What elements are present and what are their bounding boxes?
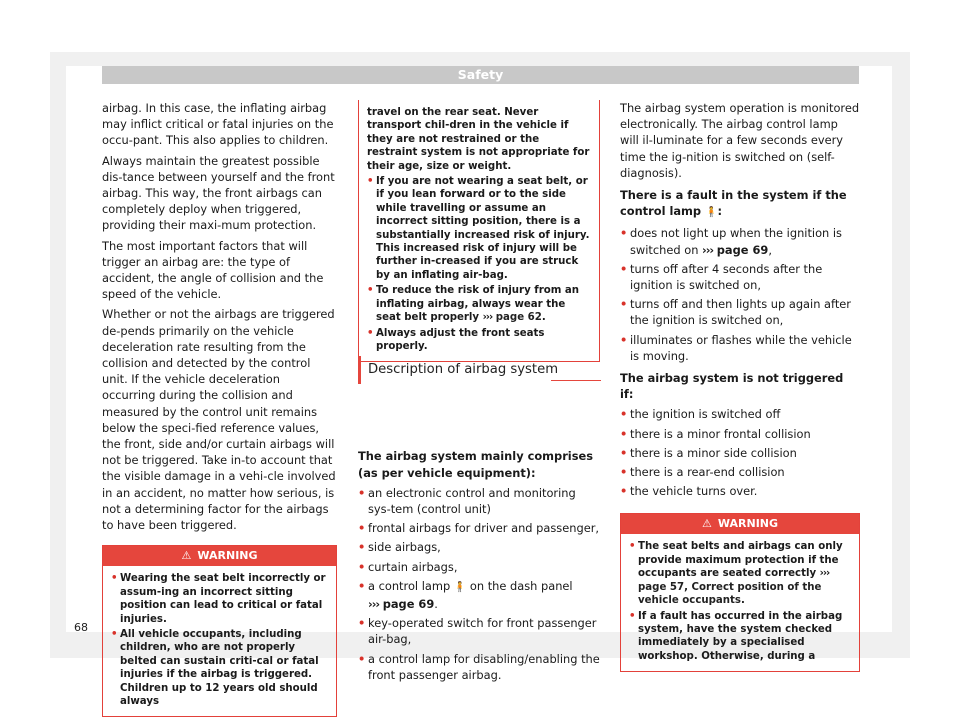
paragraph: Always maintain the greatest possible dis-tance between yourself and the front airbag. This way, the front airbags can completely deploy when triggered, providing their maxi-mum protection. (102, 153, 335, 233)
intro-text: The airbag system mainly comprises (as per vehicle equipment): (358, 449, 593, 480)
list-item: • frontal airbags for driver and passenger, (358, 520, 600, 536)
list-item: • a control lamp for disabling/enabling the front passenger airbag. (358, 651, 600, 683)
warning-item: • All vehicle occupants, including children, who are not properly belted can sustain criti-cal or fatal injuries if the airbag is triggered. Children up to 12 years old should always (111, 628, 328, 708)
list-item: • the ignition is switched off (620, 406, 860, 422)
list-item: • illuminates or flashes while the vehicle is moving. (620, 332, 860, 364)
ref-arrow: ››› (702, 242, 714, 257)
page-ref-link[interactable]: page 69 (716, 242, 769, 257)
page-ref-link[interactable]: page 62 (495, 312, 542, 324)
paragraph: The airbag system operation is monitored electronically. The airbag control lamp will il-luminate for a few seconds every time the ig-nition is switched on (self-diagnosis). (620, 101, 860, 180)
not-triggered-heading: The airbag system is not triggered if: (620, 371, 844, 402)
paragraph: The most important factors that will trigger an airbag are: the type of accident, the angle of collision and the speed of the vehicle. (102, 238, 324, 302)
warning-item: • To reduce the risk of injury from an inflating airbag, always wear the seat belt properly ››› page 62. (367, 284, 591, 324)
warning-title: WARNING (197, 549, 258, 563)
warning-item: • If a fault has occurred in the airbag system, have the system checked immediately by a specialised workshop. Otherwise, during a (629, 610, 851, 664)
airbag-lamp-icon: 🧍 (453, 581, 467, 593)
page-header: Safety (102, 66, 859, 84)
airbag-lamp-icon: 🧍 (705, 207, 718, 219)
section-title: Description of airbag system (368, 362, 559, 377)
ref-arrow: ››› (482, 312, 493, 324)
warning-box (620, 513, 860, 672)
fault-heading: There is a fault in the system if the control lamp 🧍: (620, 187, 860, 221)
ref-arrow: ››› (819, 568, 830, 580)
paragraph: airbag. In this case, the inflating airbag may inflict critical or fatal injuries on the occu-pant. This also applies to children. (102, 101, 334, 148)
warning-triangle-icon: ⚠ (701, 517, 712, 531)
page-ref-link[interactable]: page 57, Correct position of the vehicle occupants (638, 581, 822, 607)
column-2 (358, 100, 600, 686)
warning-item: • If you are not wearing a seat belt, or if you lean forward or to the side while travelling or assume an incorrect sitting position, there is a substantially increased risk of injury. This increased risk of injury will be further in-creased if you are struck by an inflating air-bag. (367, 175, 591, 282)
warning-title: WARNING (717, 517, 779, 531)
warning-triangle-icon: ⚠ (181, 549, 192, 563)
warning-item: • Wearing the seat belt incorrectly or assum-ing an incorrect sitting position can lead to critical or fatal injuries. (111, 572, 328, 626)
list-item: • curtain airbags, (358, 559, 600, 575)
warning-box-continued (358, 100, 600, 362)
warning-item: • Always adjust the front seats properly. (367, 327, 591, 354)
list-item: • there is a minor side collision (620, 445, 860, 461)
page-number: 68 (74, 621, 88, 634)
page-ref-link[interactable]: page 69 (382, 596, 435, 611)
section-divider (551, 380, 601, 381)
warning-lead: travel on the rear seat. Never transport chil-dren in the vehicle if they are not restrained or the restraint system is not appropriate for their age, size or weight. (367, 107, 590, 172)
paragraph: Whether or not the airbags are triggered de-pends primarily on the vehicle deceleration rate resulting from the collision and detected by the control unit. If the vehicle deceleration occurring during the collision and measured by the control unit remains below the speci-fied reference values, the front, side and/or curtain airbags will not be triggered. Take in-to account that the visible damage in a vehi-cle involved in an accident, no matter how serious, is not a determining factor for the airbags to have been triggered. (102, 307, 336, 533)
warning-header (103, 546, 336, 566)
list-item: • the vehicle turns over. (620, 483, 860, 499)
list-item: • there is a rear-end collision (620, 464, 860, 480)
warning-header (621, 514, 859, 534)
section-accent-bar (358, 356, 361, 384)
list-item: • turns off and then lights up again after the ignition is switched on, (620, 296, 860, 328)
list-item: • turns off after 4 seconds after the ignition is switched on, (620, 261, 860, 293)
list-item: • side airbags, (358, 539, 600, 555)
warning-item: • The seat belts and airbags can only provide maximum protection if the occupants are seated correctly ››› page 57, Correct position of the vehicle occupants. (629, 540, 851, 607)
ref-arrow: ››› (368, 596, 380, 611)
column-3 (620, 100, 860, 672)
list-item: • key-operated switch for front passenger air-bag, (358, 615, 600, 647)
list-item: • a control lamp 🧍 on the dash panel ››› page 69. (358, 578, 600, 612)
warning-box (102, 545, 337, 717)
list-item: • an electronic control and monitoring sys-tem (control unit) (358, 485, 600, 517)
list-item: • there is a minor frontal collision (620, 426, 860, 442)
column-1 (102, 100, 337, 717)
list-item: • does not light up when the ignition is switched on ››› page 69, (620, 225, 860, 257)
